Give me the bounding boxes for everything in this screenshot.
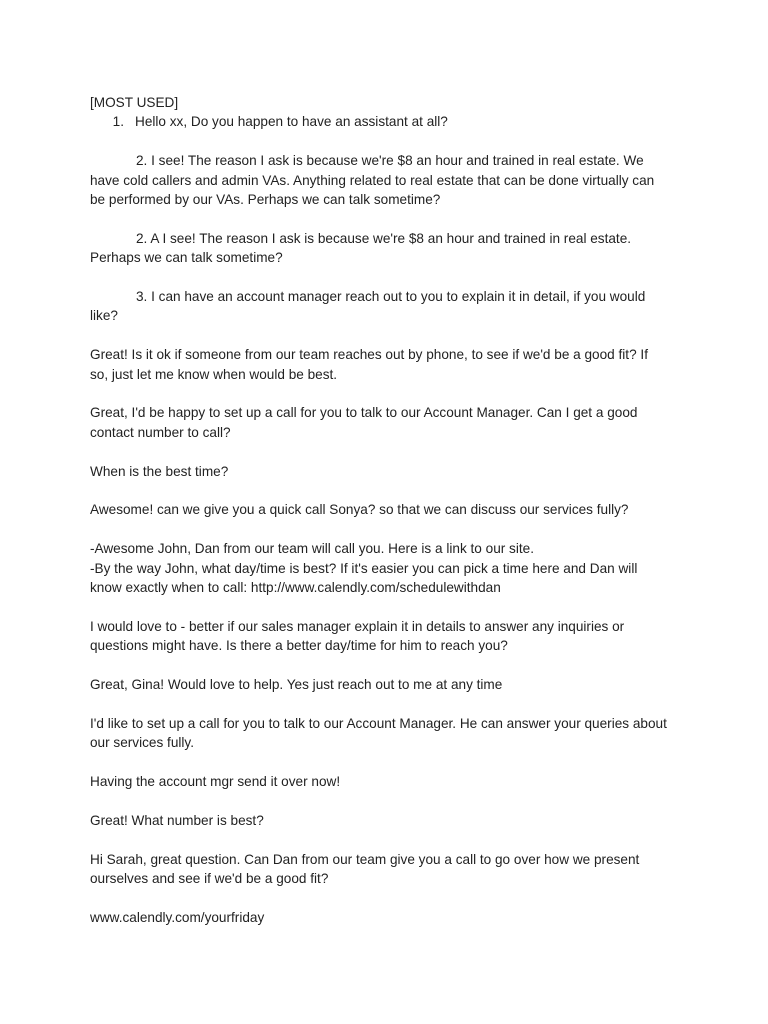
paragraph-best-time: When is the best time? bbox=[90, 463, 229, 479]
script-option-2: 2. I see! The reason I ask is because we're $8 an hour and trained in real estate. We have cold callers and admin VAs. Anything related to real estate that can be done virtually can be performed by our VAs. Perhaps we can talk sometime? bbox=[90, 153, 655, 208]
paragraph-what-number: Great! What number is best? bbox=[90, 812, 264, 828]
script-option-3: 3. I can have an account manager reach out to you to explain it in detail, if you would like? bbox=[90, 289, 646, 324]
paragraph-quick-call: Awesome! can we give you a quick call Sonya? so that we can discuss our services fully? bbox=[90, 502, 629, 518]
paragraph-send-over: Having the account mgr send it over now! bbox=[90, 774, 341, 790]
paragraph-set-up-call: I'd like to set up a call for you to talk to our Account Manager. He can answer your queries about our services fully. bbox=[90, 715, 667, 751]
paragraph-sales-manager: I would love to - better if our sales manager explain it in details to answer any inquiries or questions might have. Is there a better day/time for him to reach you? bbox=[90, 618, 625, 654]
list-item-1 bbox=[90, 112, 668, 131]
paragraph-calendly-url: www.calendly.com/yourfriday bbox=[90, 909, 265, 925]
paragraph-phone-fit: Great! Is it ok if someone from our team reaches out by phone, to see if we'd be a good fit? If so, just let me know when would be best. bbox=[90, 347, 648, 382]
list-item-text: Hello xx, Do you happen to have an assistant at all? bbox=[135, 114, 448, 130]
script-option-2a: 2. A I see! The reason I ask is because we're $8 an hour and trained in real estate. Perhaps we can talk sometime? bbox=[90, 230, 632, 266]
paragraph-gina: Great, Gina! Would love to help. Yes just reach out to me at any time bbox=[90, 677, 503, 693]
paragraph-dan-will-call: -Awesome John, Dan from our team will call you. Here is a link to our site. bbox=[90, 541, 534, 557]
paragraph-sarah: Hi Sarah, great question. Can Dan from our team give you a call to go over how we present ourselves and see if we'd be a good fit? bbox=[90, 851, 640, 887]
paragraph-calendly-link: -By the way John, what day/time is best? If it's easier you can pick a time here and Dan will know exactly when to call: http://www.calendly.com/schedulewithdan bbox=[90, 560, 638, 596]
paragraph-account-manager-call: Great, I'd be happy to set up a call for you to talk to our Account Manager. Can I get a good contact number to call? bbox=[90, 405, 638, 440]
list-number: 1. bbox=[112, 114, 124, 130]
section-heading: [MOST USED] bbox=[90, 95, 179, 110]
